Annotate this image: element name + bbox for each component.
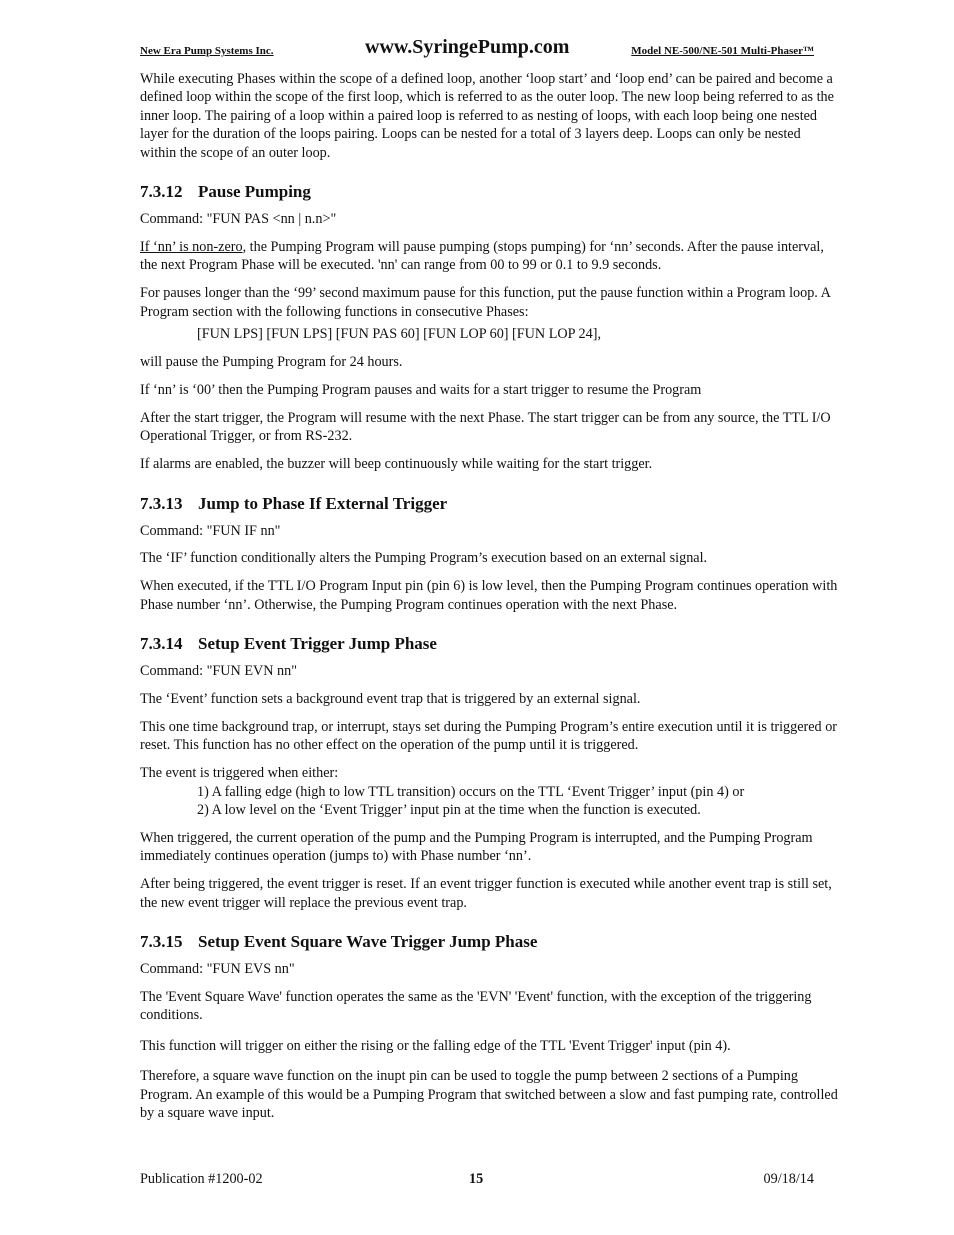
trigger-conditions-list — [140, 783, 840, 820]
paragraph: If ‘nn’ is ‘00’ then the Pumping Program pauses and waits for a start trigger to resume the Program — [140, 381, 702, 398]
paragraph: The 'Event Square Wave' function operates the same as the 'EVN' 'Event' function, with the exception of the triggering conditions. — [140, 989, 812, 1024]
section-title: Jump to Phase If External Trigger — [198, 493, 448, 513]
intro-paragraph: While executing Phases within the scope of a defined loop, another ‘loop start’ and ‘loop end’ can be paired and become a defined loop within the scope of the first loop, which is referred to as the outer loop. The new loop being referred to as the inner loop. The pairing of a loop within a paired loop is referred to as nesting of loops, with each loop being one nested layer for the duration of the loops pairing. Loops can be nested for a total of 3 layers deep. Loops can only be nested within the scope of an outer loop. — [140, 71, 834, 161]
paragraph: For pauses longer than the ‘99’ second maximum pause for this function, put the pause function within a Program loop. A Program section with the following functions in consecutive Phases: — [140, 285, 831, 320]
section-title: Pause Pumping — [198, 182, 311, 202]
page-number: 15 — [469, 1171, 484, 1187]
section-heading-7-3-15 — [140, 931, 840, 953]
paragraph: This one time background trap, or interrupt, stays set during the Pumping Program’s entire execution until it is triggered or reset. This function has no other effect on the operation of the pump until it is triggered. — [140, 718, 838, 754]
section-heading-7-3-12 — [140, 181, 840, 203]
section-title: Setup Event Square Wave Trigger Jump Phase — [198, 932, 538, 952]
command-text: Command: "FUN IF nn" — [140, 522, 281, 539]
paragraph: When triggered, the current operation of the pump and the Pumping Program is interrupted, and the Pumping Program immediately continues operation (jumps to) with Phase number ‘nn’. — [140, 829, 813, 865]
paragraph — [140, 238, 840, 275]
section-number: 7.3.12 — [140, 182, 183, 202]
command-sequence: [FUN LPS] [FUN LPS] [FUN PAS 60] [FUN LOP 60] [FUN LOP 24], — [197, 326, 601, 343]
section-title: Setup Event Trigger Jump Phase — [198, 634, 437, 654]
paragraph: will pause the Pumping Program for 24 hours. — [140, 353, 403, 370]
section-heading-7-3-14 — [140, 633, 840, 655]
paragraph: This function will trigger on either the rising or the falling edge of the TTL 'Event Trigger' input (pin 4). — [140, 1037, 731, 1054]
publication-number: Publication #1200-02 — [140, 1171, 263, 1187]
section-heading-7-3-13 — [140, 493, 840, 515]
paragraph: After the start trigger, the Program will resume with the next Phase. The start trigger can be from any source, the TTL I/O Operational Trigger, or from RS-232. — [140, 409, 831, 445]
paragraph: The ‘IF’ function conditionally alters the Pumping Program’s execution based on an external signal. — [140, 550, 708, 567]
list-item: 2) A low level on the ‘Event Trigger’ input pin at the time when the function is executed. — [197, 802, 701, 819]
section-number: 7.3.15 — [140, 932, 183, 952]
model-name: Model NE-500/NE-501 Multi-Phaser™ — [631, 45, 814, 57]
page-header — [140, 36, 814, 62]
paragraph: Therefore, a square wave function on the inupt pin can be used to toggle the pump between 2 sections of a Pumping Program. An example of this would be a Pumping Program that switched between a slow and fast pumping rate, controlled by a square wave input. — [140, 1068, 838, 1122]
command-text: Command: "FUN EVN nn" — [140, 663, 298, 680]
command-text: Command: "FUN PAS <nn | n.n>" — [140, 211, 337, 228]
section-number: 7.3.13 — [140, 493, 183, 513]
paragraph: When executed, if the TTL I/O Program Input pin (pin 6) is low level, then the Pumping Program continues operation with Phase number ‘nn’. Otherwise, the Pumping Program continues operation with the next Phase. — [140, 578, 838, 613]
paragraph: After being triggered, the event trigger is reset. If an event trigger function is executed while another event trap is still set, the new event trigger will replace the previous event trap. — [140, 876, 832, 911]
paragraph-text: , the Pumping Program will pause pumping (stops pumping) for ‘nn’ seconds. After the pause interval, the next Program Phase will be executed. 'nn' can range from 00 to 99 or 0.1 to 9.9 seconds. — [140, 238, 824, 274]
list-item: 1) A falling edge (high to low TTL transition) occurs on the TTL ‘Event Trigger’ input (pin 4) or — [197, 783, 745, 800]
document-body — [140, 70, 840, 1132]
paragraph: The ‘Event’ function sets a background event trap that is triggered by an external signal. — [140, 691, 641, 708]
underlined-text: If ‘nn’ is non-zero — [140, 238, 243, 255]
website-title: www.SyringePump.com — [365, 36, 570, 58]
company-name: New Era Pump Systems Inc. — [140, 45, 274, 57]
command-text: Command: "FUN EVS nn" — [140, 961, 295, 978]
publication-date: 09/18/14 — [763, 1171, 814, 1187]
paragraph: If alarms are enabled, the buzzer will beep continuously while waiting for the start trigger. — [140, 456, 653, 473]
section-number: 7.3.14 — [140, 634, 183, 654]
paragraph: The event is triggered when either: — [140, 765, 339, 782]
